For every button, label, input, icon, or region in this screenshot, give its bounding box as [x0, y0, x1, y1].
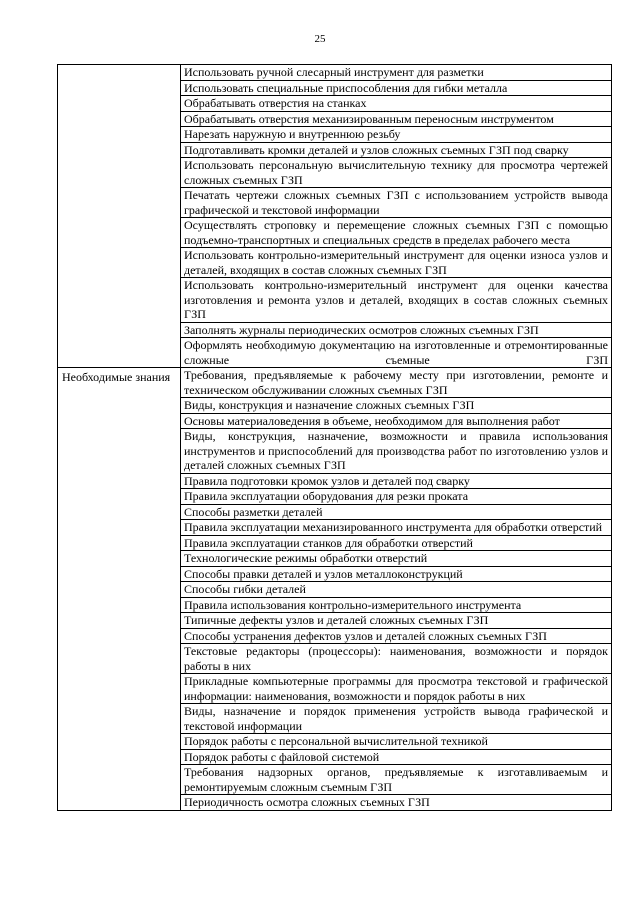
requirement-cell: Обрабатывать отверстия механизированным переносным инструментом	[181, 111, 612, 127]
requirement-cell: Порядок работы с персональной вычислительной техникой	[181, 734, 612, 750]
requirement-cell: Правила подготовки кромок узлов и деталей под сварку	[181, 473, 612, 489]
requirement-cell: Способы устранения дефектов узлов и деталей сложных съемных ГЗП	[181, 628, 612, 644]
requirement-cell: Типичные дефекты узлов и деталей сложных съемных ГЗП	[181, 613, 612, 629]
requirements-table	[57, 64, 612, 811]
table-row	[58, 368, 612, 398]
requirement-cell: Печатать чертежи сложных съемных ГЗП с использованием устройств вывода графической и текстовой информации	[181, 188, 612, 218]
requirement-cell: Виды, конструкция, назначение, возможности и правила использования инструментов и приспособлений для производства работ по изготовлению узлов и деталей сложных съемных ГЗП	[181, 429, 612, 474]
requirement-cell: Использовать контрольно-измерительный инструмент для оценки износа узлов и деталей, входящих в состав сложных съемных ГЗП	[181, 248, 612, 278]
requirement-cell: Правила использования контрольно-измерительного инструмента	[181, 597, 612, 613]
requirement-cell: Виды, назначение и порядок применения устройств вывода графической и текстовой информации	[181, 704, 612, 734]
requirement-cell: Способы гибки деталей	[181, 582, 612, 598]
table-body	[58, 65, 612, 811]
requirement-cell: Способы правки деталей и узлов металлоконструкций	[181, 566, 612, 582]
requirement-cell: Подготавливать кромки деталей и узлов сложных съемных ГЗП под сварку	[181, 142, 612, 158]
requirement-cell: Способы разметки деталей	[181, 504, 612, 520]
requirement-cell: Использовать персональную вычислительную технику для просмотра чертежей сложных съемных ГЗП	[181, 158, 612, 188]
requirement-cell: Правила эксплуатации оборудования для резки проката	[181, 489, 612, 505]
requirement-cell: Оформлять необходимую документацию на изготовленные и отремонтированные сложные съемные ГЗП	[181, 338, 612, 368]
requirement-cell: Порядок работы с файловой системой	[181, 749, 612, 765]
section-label-cell: Необходимые знания	[58, 368, 181, 811]
requirement-cell: Прикладные компьютерные программы для просмотра текстовой и графической информации: наименования, возможности и порядок работы в них	[181, 674, 612, 704]
requirement-cell: Правила эксплуатации механизированного инструмента для обработки отверстий	[181, 520, 612, 536]
requirement-cell: Виды, конструкция и назначение сложных съемных ГЗП	[181, 398, 612, 414]
requirement-cell: Использовать контрольно-измерительный инструмент для оценки качества изготовления и ремонта узлов и деталей, входящих в состав сложных съемных ГЗП	[181, 278, 612, 323]
requirement-cell: Осуществлять строповку и перемещение сложных съемных ГЗП с помощью подъемно-транспортных и специальных средств в пределах рабочего места	[181, 218, 612, 248]
requirement-cell: Правила эксплуатации станков для обработки отверстий	[181, 535, 612, 551]
page-number: 25	[314, 33, 326, 45]
requirement-cell: Периодичность осмотра сложных съемных ГЗП	[181, 795, 612, 811]
requirement-cell: Основы материаловедения в объеме, необходимом для выполнения работ	[181, 413, 612, 429]
section-label-cell	[58, 65, 181, 368]
requirement-cell: Нарезать наружную и внутреннюю резьбу	[181, 127, 612, 143]
table-row	[58, 65, 612, 81]
requirement-cell: Обрабатывать отверстия на станках	[181, 96, 612, 112]
requirement-cell: Использовать ручной слесарный инструмент для разметки	[181, 65, 612, 81]
requirement-cell: Требования, предъявляемые к рабочему месту при изготовлении, ремонте и техническом обслуживании сложных съемных ГЗП	[181, 368, 612, 398]
requirement-cell: Текстовые редакторы (процессоры): наименования, возможности и порядок работы в них	[181, 644, 612, 674]
requirement-cell: Использовать специальные приспособления для гибки металла	[181, 80, 612, 96]
requirement-cell: Требования надзорных органов, предъявляемые к изготавливаемым и ремонтируемым сложным съемным ГЗП	[181, 765, 612, 795]
requirement-cell: Технологические режимы обработки отверстий	[181, 551, 612, 567]
requirement-cell: Заполнять журналы периодических осмотров сложных съемных ГЗП	[181, 322, 612, 338]
